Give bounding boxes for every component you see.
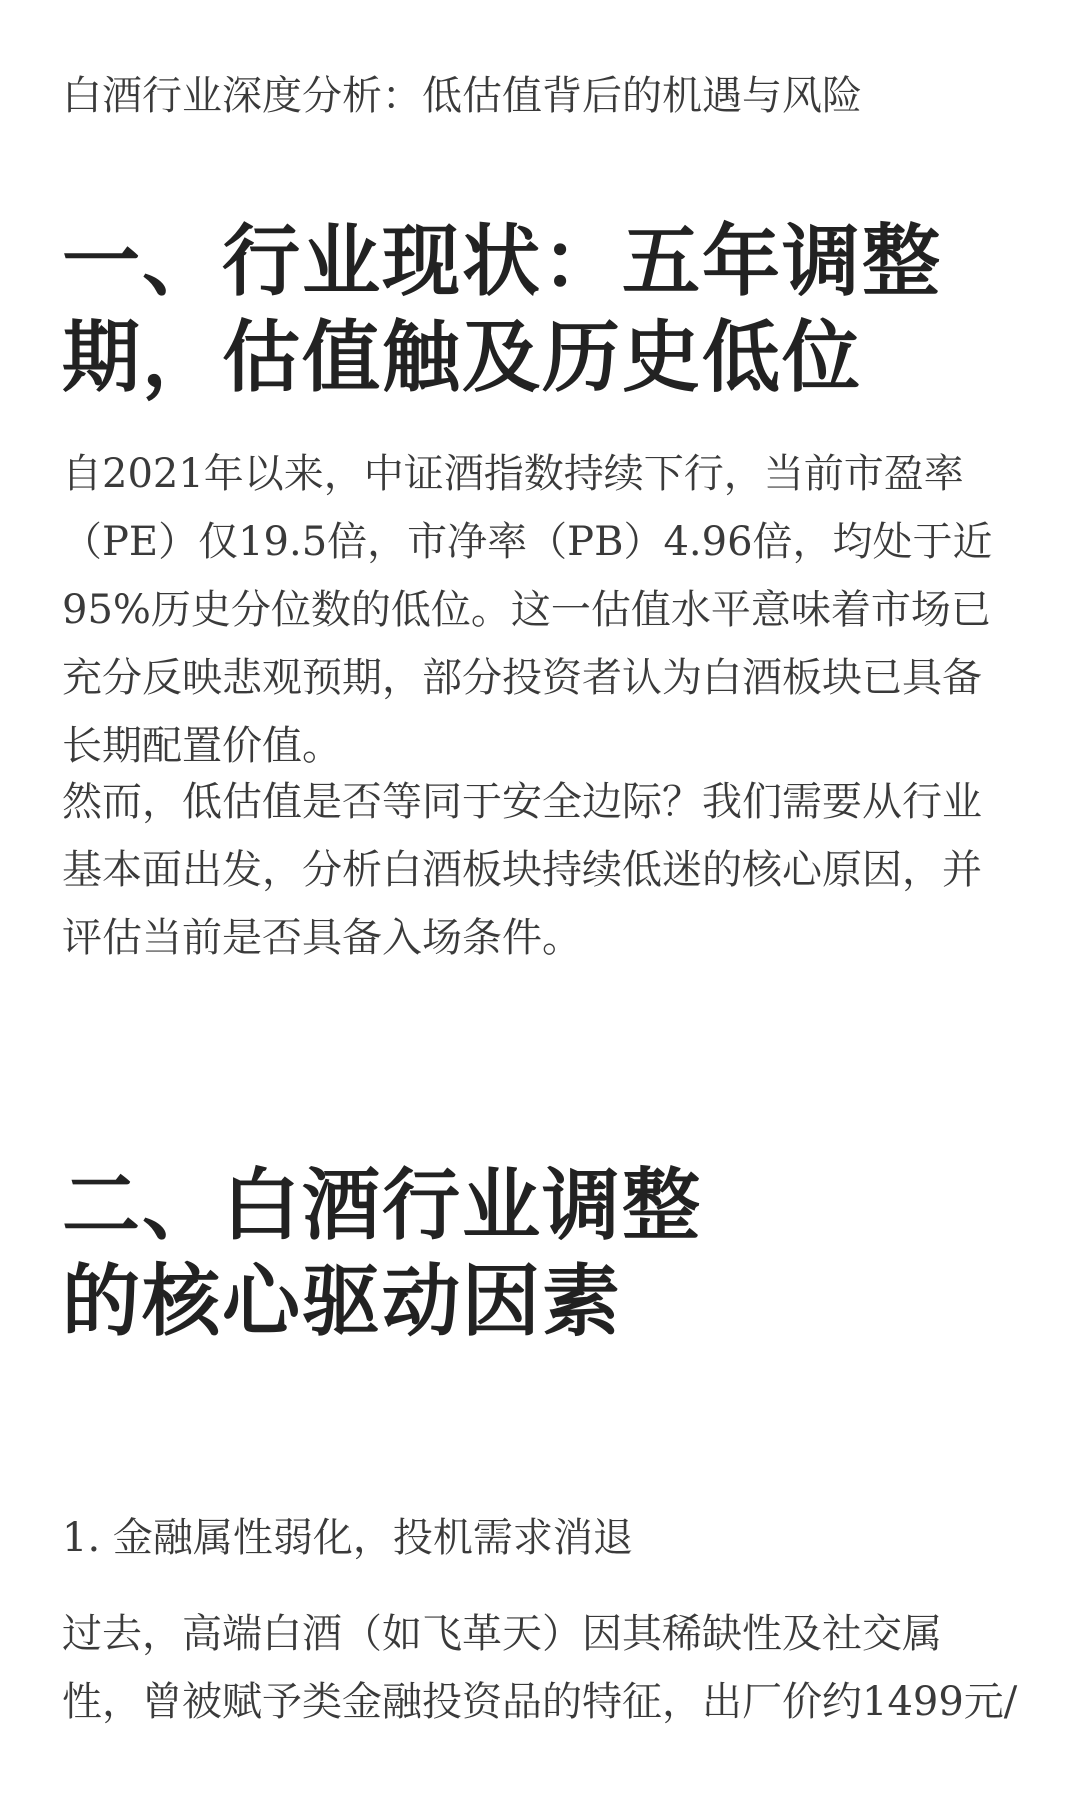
paragraph-line: 95%历史分位数的低位。这一估值水平意味着市场已 — [62, 587, 991, 633]
paragraph-line: 长期配置价值。 — [62, 723, 342, 769]
paragraph-line: 充分反映悲观预期，部分投资者认为白酒板块已具备 — [62, 655, 982, 701]
paragraph-line: 过去，高端白酒（如飞革天）因其稀缺性及社交属 — [62, 1611, 942, 1657]
section-1-heading-line-2: 期，估值触及历史低位 — [62, 312, 863, 403]
paragraph-line: 性，曾被赋予类金融投资品的特征，出厂价约1499元/ — [62, 1679, 1018, 1725]
paragraph-line: 自2021年以来，中证酒指数持续下行，当前市盈率 — [62, 451, 964, 497]
paragraph-line: 然而，低估值是否等同于安全边际？我们需要从行业 — [62, 779, 982, 825]
section-2-heading-line-2: 的核心驱动因素 — [62, 1256, 623, 1347]
section-1-paragraph-2 — [62, 768, 982, 972]
section-2-paragraph-1 — [62, 1600, 1017, 1736]
section-1-paragraph-1 — [62, 440, 993, 780]
section-2-heading-line-1: 二、白酒行业调整 — [62, 1160, 703, 1251]
paragraph-line: （PE）仅19.5倍，市净率（PB）4.96倍，均处于近 — [62, 519, 993, 565]
section-1-heading — [62, 214, 942, 406]
paragraph-line: 基本面出发，分析白酒板块持续低迷的核心原因，并 — [62, 847, 982, 893]
paragraph-line: 评估当前是否具备入场条件。 — [62, 915, 582, 961]
section-1-heading-line-1: 一、行业现状：五年调整 — [62, 216, 943, 307]
section-2-subheading: 1. 金融属性弱化，投机需求消退 — [62, 1515, 633, 1561]
document-title: 白酒行业深度分析：低估值背后的机遇与风险 — [62, 73, 862, 119]
section-2-heading — [62, 1158, 702, 1350]
